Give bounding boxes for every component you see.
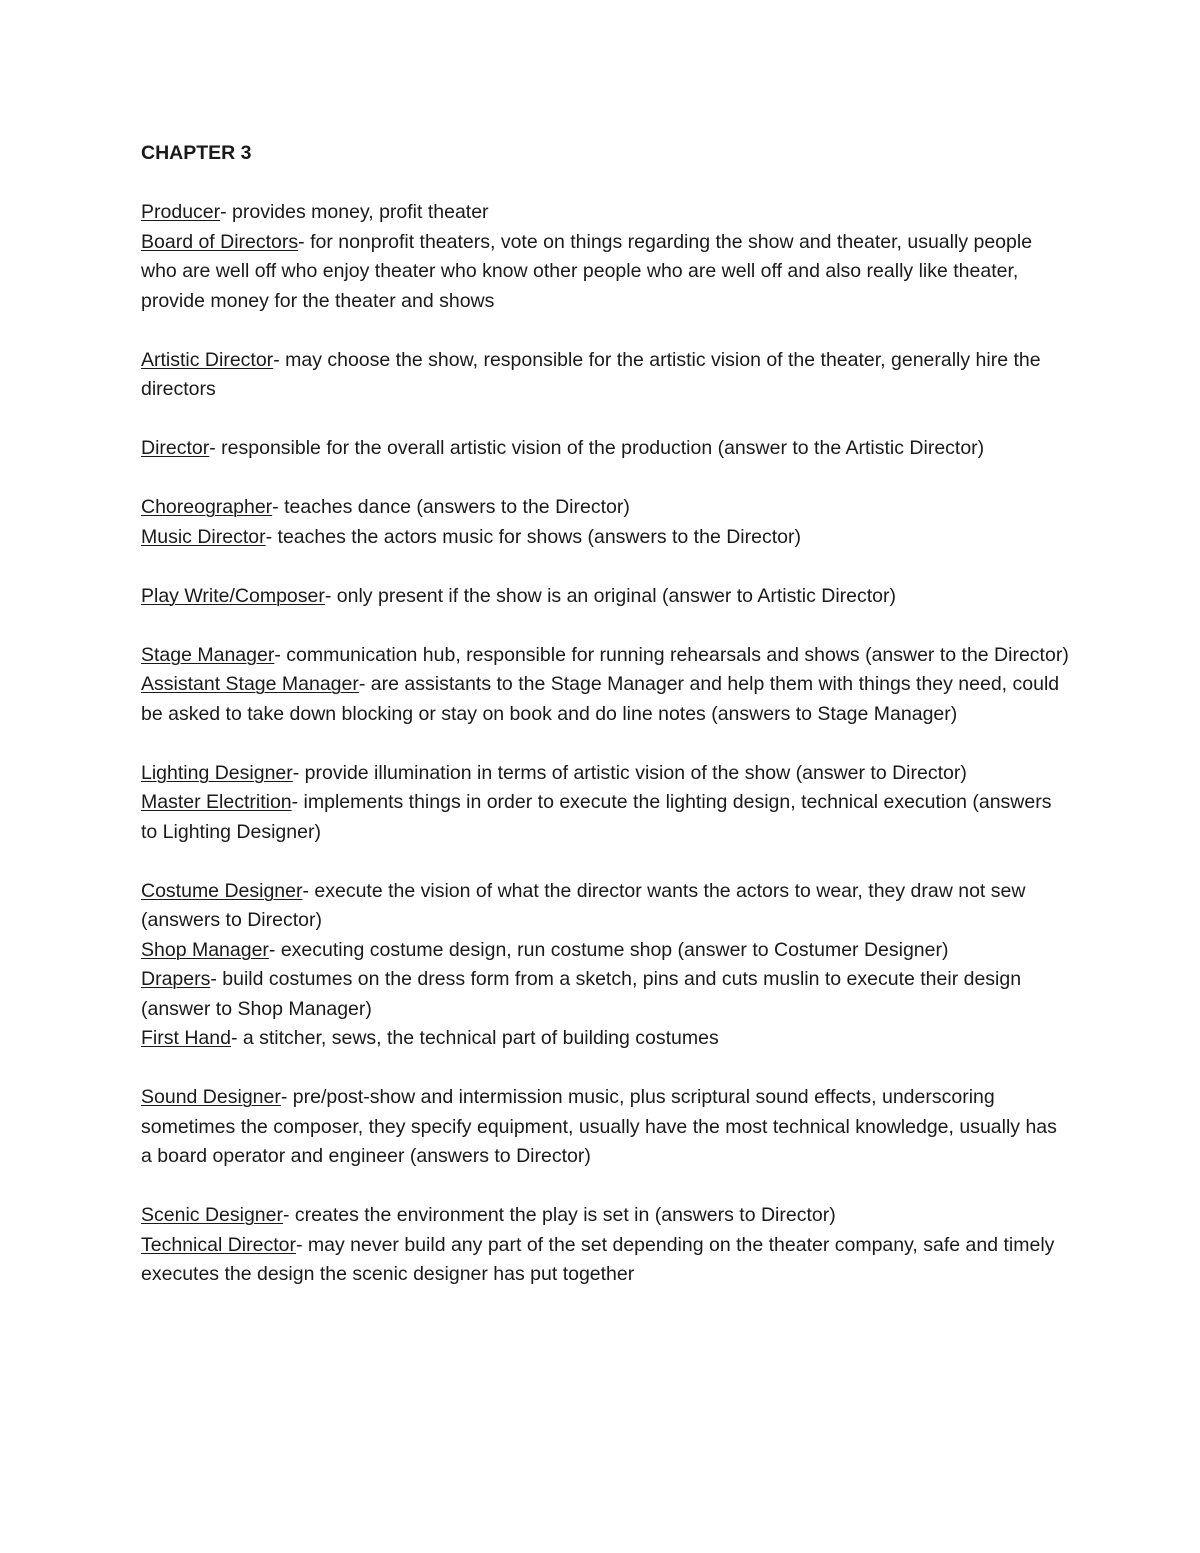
entry-stage-manager: [141, 641, 1071, 671]
block-lighting: [141, 759, 1071, 848]
entry-board-of-directors: [141, 228, 1071, 317]
definition: - teaches dance (answers to the Director): [272, 496, 630, 518]
term: Technical Director: [141, 1233, 296, 1256]
term: Scenic Designer: [141, 1204, 283, 1226]
entry-shop-manager: [141, 936, 1071, 966]
entry-music-director: [141, 523, 1071, 553]
term: Drapers: [141, 968, 211, 990]
term: Music Director: [141, 525, 266, 548]
definition: - provide illumination in terms of artistic vision of the show (answer to Director): [292, 761, 967, 784]
block-choreography-music: [141, 493, 1071, 552]
definition: - a stitcher, sews, the technical part of building costumes: [230, 1027, 719, 1049]
block-playwright: [141, 582, 1071, 612]
entry-drapers: [141, 965, 1071, 1024]
entry-first-hand: [141, 1024, 1071, 1054]
document-page: [141, 139, 1071, 1319]
definition: - executing costume design, run costume shop (answer to Costumer Designer): [268, 938, 949, 961]
block-director: [141, 434, 1071, 464]
term: Play Write/Composer: [141, 584, 325, 607]
entry-lighting-designer: [141, 759, 1071, 789]
term: Stage Manager: [141, 643, 275, 666]
definition: - may never build any part of the set depending on the theater company, safe and timely executes the design the scenic designer has put together: [141, 1233, 1055, 1285]
entry-scenic-designer: [141, 1201, 1071, 1231]
block-funding: [141, 198, 1071, 316]
definition: - creates the environment the play is set in (answers to Director): [282, 1204, 836, 1226]
definition: - execute the vision of what the director wants the actors to wear, they draw not sew (answers to Director): [141, 879, 1026, 931]
definition: - provides money, profit theater: [220, 201, 489, 223]
entry-director: [141, 434, 1071, 464]
definition: - communication hub, responsible for running rehearsals and shows (answer to the Director): [274, 643, 1069, 666]
block-sound: [141, 1083, 1071, 1172]
definition: - are assistants to the Stage Manager and help them with things they need, could be asked to take down blocking or stay on book and do line notes (answers to Stage Manager): [141, 673, 1060, 725]
entry-costume-designer: [141, 877, 1071, 936]
block-stage-management: [141, 641, 1071, 730]
term: Costume Designer: [141, 879, 303, 902]
definition: - pre/post-show and intermission music, plus scriptural sound effects, underscoring sometimes the composer, they specify equipment, usually have the most technical knowledge, usually has a board operator and engineer (answers to Director): [141, 1086, 1057, 1167]
definition: - may choose the show, responsible for the artistic vision of the theater, generally hire the directors: [141, 348, 1041, 400]
term: First Hand: [141, 1027, 231, 1049]
term: Sound Designer: [141, 1086, 281, 1108]
definition: - build costumes on the dress form from a sketch, pins and cuts muslin to execute their design (answer to Shop Manager): [141, 968, 1022, 1020]
term: Director: [141, 437, 210, 459]
chapter-heading: CHAPTER 3: [141, 142, 252, 164]
definition: - responsible for the overall artistic vision of the production (answer to the Artistic Director): [209, 437, 985, 459]
block-costume: [141, 877, 1071, 1054]
term: Artistic Director: [141, 348, 274, 371]
entry-sound-designer: [141, 1083, 1071, 1172]
block-artistic-director: [141, 346, 1071, 405]
entry-assistant-stage-manager: [141, 670, 1071, 729]
definition: - for nonprofit theaters, vote on things regarding the show and theater, usually people who are well off who enjoy theater who know other people who are well off and also really like theater, provide money for the theater and shows: [141, 230, 1033, 312]
term: Choreographer: [141, 496, 273, 518]
entry-play-write-composer: [141, 582, 1071, 612]
entry-choreographer: [141, 493, 1071, 523]
definition: - only present if the show is an original (answer to Artistic Director): [324, 584, 897, 607]
entry-technical-director: [141, 1231, 1071, 1290]
term: Master Electrition: [141, 791, 292, 813]
entry-producer: [141, 198, 1071, 228]
entry-artistic-director: [141, 346, 1071, 405]
term: Assistant Stage Manager: [141, 673, 359, 695]
entry-master-electrition: [141, 788, 1071, 847]
definition: - teaches the actors music for shows (answers to the Director): [265, 525, 801, 548]
term: Producer: [141, 201, 221, 223]
term: Lighting Designer: [141, 761, 293, 784]
block-scenic: [141, 1201, 1071, 1290]
definition: - implements things in order to execute the lighting design, technical execution (answers to Lighting Designer): [141, 791, 1052, 843]
term: Shop Manager: [141, 938, 269, 961]
term: Board of Directors: [141, 230, 299, 253]
